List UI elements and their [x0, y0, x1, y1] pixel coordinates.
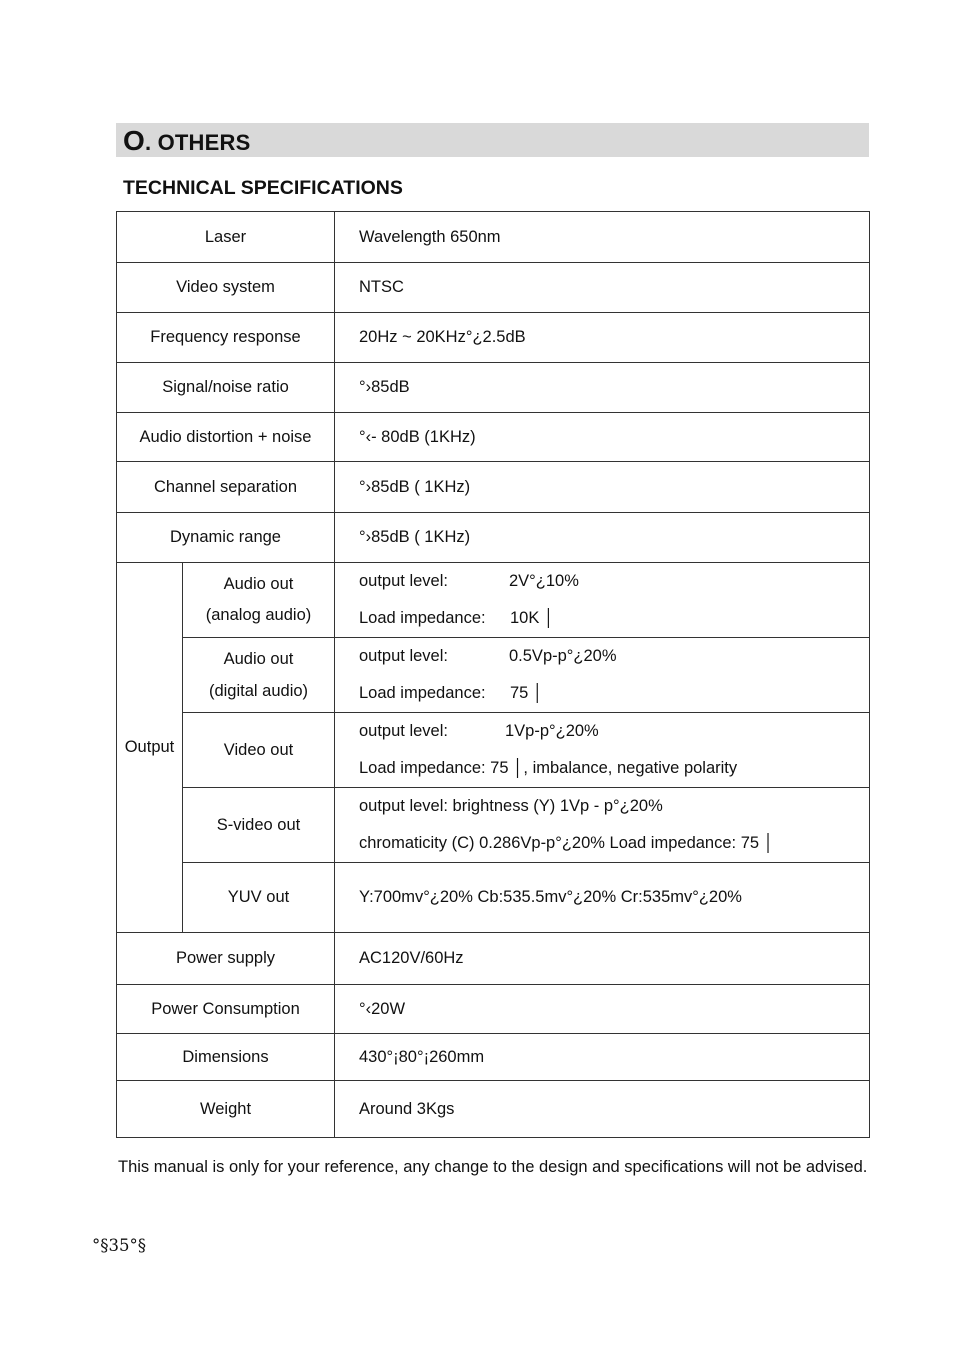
audio-analog-label-1: Audio out	[223, 575, 294, 593]
table-row	[117, 638, 870, 713]
audio-digital-label-1: Audio out	[223, 650, 294, 668]
footnote: This manual is only for your reference, any change to the design and specifications will not be advised.	[118, 1158, 868, 1176]
page-subtitle: TECHNICAL SPECIFICATIONS	[123, 177, 403, 199]
section-letter: O	[123, 125, 145, 156]
table-row	[117, 933, 870, 985]
svideo-out-line-2: chromaticity (C) 0.286Vp-p°¿20% Load impedance: 75 │	[359, 834, 774, 852]
table-row	[117, 263, 870, 313]
audio-digital-label-2: (digital audio)	[208, 682, 309, 700]
table-row	[117, 985, 870, 1034]
spec-label: Channel separation	[117, 462, 335, 513]
audio-digital-impedance-line	[359, 675, 869, 712]
video-out-label: Video out	[183, 713, 335, 788]
video-out-output-line	[359, 713, 869, 750]
table-row	[117, 1034, 870, 1081]
audio-analog-label	[183, 563, 335, 638]
table-row	[117, 413, 870, 462]
audio-digital-value	[335, 638, 870, 713]
audio-analog-output-key: output level:	[359, 572, 448, 590]
audio-analog-output-value: 2V°¿10%	[509, 572, 579, 590]
spec-value: 20Hz ~ 20KHz°¿2.5dB	[335, 313, 870, 363]
audio-analog-output-line	[359, 563, 869, 600]
spec-value: °‹20W	[335, 985, 870, 1034]
spec-label: Audio distortion + noise	[117, 413, 335, 462]
spec-value: Around 3Kgs	[335, 1081, 870, 1138]
yuv-out-label: YUV out	[183, 863, 335, 933]
spec-value: AC120V/60Hz	[335, 933, 870, 985]
table-row	[117, 462, 870, 513]
spec-label: Dynamic range	[117, 513, 335, 563]
table-row	[117, 513, 870, 563]
yuv-out-value: Y:700mv°¿20% Cb:535.5mv°¿20% Cr:535mv°¿20%	[335, 863, 870, 933]
spec-value: 430°¡80°¡260mm	[335, 1034, 870, 1081]
output-group-label: Output	[117, 563, 183, 933]
table-row	[117, 313, 870, 363]
page-number: °§35°§	[92, 1236, 146, 1255]
audio-analog-impedance-line	[359, 600, 869, 637]
table-row	[117, 788, 870, 863]
audio-digital-output-line	[359, 638, 869, 675]
video-out-impedance-line: Load impedance: 75 │, imbalance, negative polarity	[359, 759, 738, 777]
section-title-text: . OTHERS	[144, 130, 251, 155]
audio-digital-output-key: output level:	[359, 647, 448, 665]
spec-value: Wavelength 650nm	[335, 212, 870, 263]
spec-label: Dimensions	[117, 1034, 335, 1081]
table-row	[117, 363, 870, 413]
audio-analog-impedance-value: 10K │	[510, 609, 555, 627]
svideo-out-label: S-video out	[183, 788, 335, 863]
spec-value: °›85dB ( 1KHz)	[335, 513, 870, 563]
video-out-output-value: 1Vp-p°¿20%	[505, 722, 599, 740]
section-header	[116, 123, 869, 157]
table-row	[117, 212, 870, 263]
spec-label: Video system	[117, 263, 335, 313]
spec-value: °›85dB ( 1KHz)	[335, 462, 870, 513]
spec-value: °›85dB	[335, 363, 870, 413]
spec-label: Power Consumption	[117, 985, 335, 1034]
video-out-value	[335, 713, 870, 788]
spec-label: Laser	[117, 212, 335, 263]
audio-analog-label-2: (analog audio)	[205, 606, 312, 624]
table-row	[117, 713, 870, 788]
spec-label: Signal/noise ratio	[117, 363, 335, 413]
svideo-out-line-1: output level: brightness (Y) 1Vp - p°¿20%	[359, 797, 663, 815]
audio-digital-impedance-value: 75 │	[510, 684, 544, 702]
audio-digital-output-value: 0.5Vp-p°¿20%	[509, 647, 617, 665]
audio-digital-label	[183, 638, 335, 713]
table-row	[117, 863, 870, 933]
audio-digital-impedance-key: Load impedance:	[359, 684, 486, 702]
svideo-out-value	[335, 788, 870, 863]
table-row	[117, 1081, 870, 1138]
table-row	[117, 563, 870, 638]
spec-value: NTSC	[335, 263, 870, 313]
section-title	[123, 125, 250, 157]
audio-analog-impedance-key: Load impedance:	[359, 609, 486, 627]
audio-analog-value	[335, 563, 870, 638]
spec-table	[116, 211, 870, 1138]
spec-label: Frequency response	[117, 313, 335, 363]
spec-value: °‹- 80dB (1KHz)	[335, 413, 870, 462]
spec-label: Power supply	[117, 933, 335, 985]
video-out-output-key: output level:	[359, 722, 448, 740]
spec-label: Weight	[117, 1081, 335, 1138]
